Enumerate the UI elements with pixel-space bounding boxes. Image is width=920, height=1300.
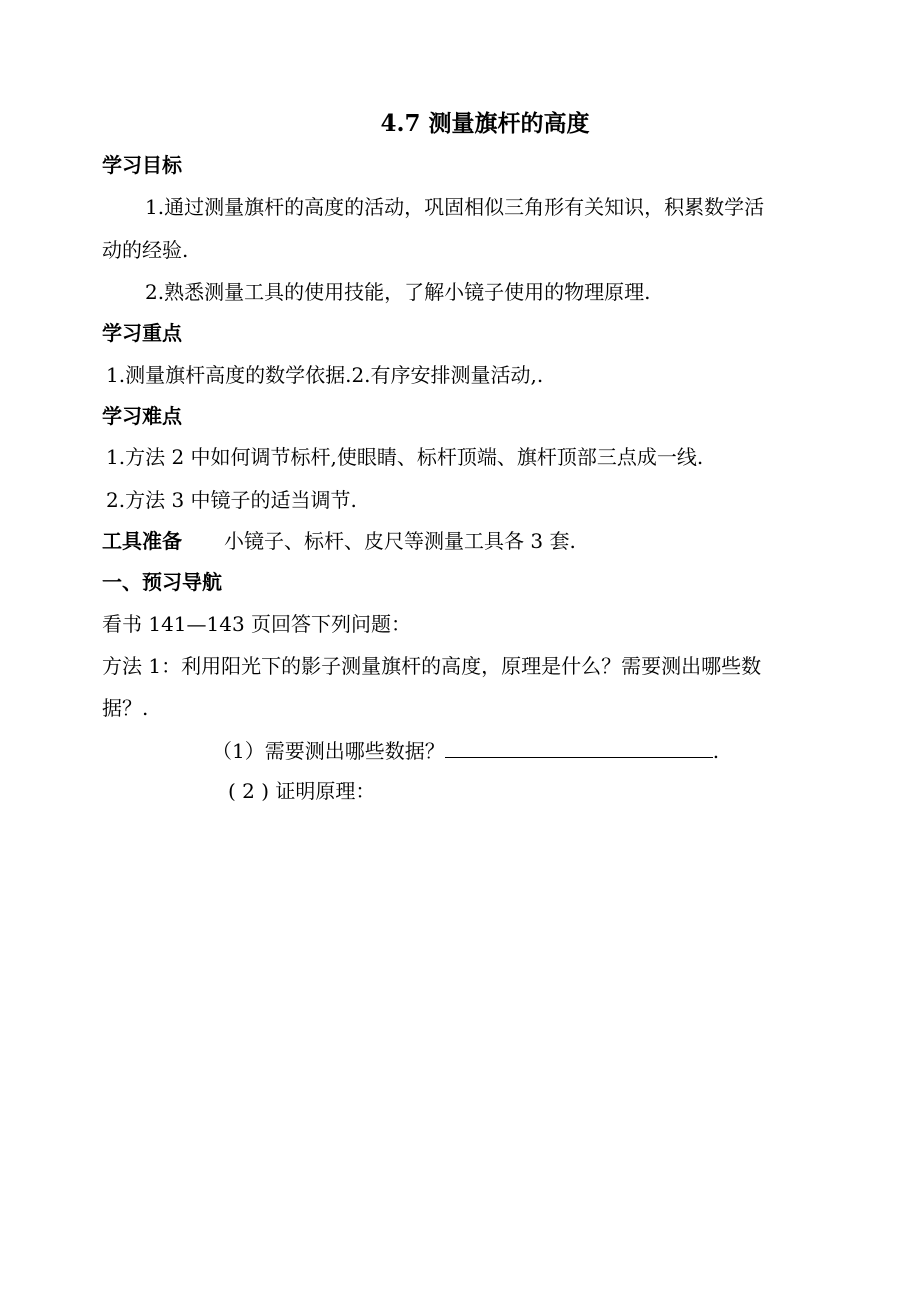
question-2: ( 2 ) 证明原理： bbox=[228, 779, 376, 803]
method-1-line-2: 据？. bbox=[102, 696, 149, 720]
focus-heading: 学习重点 bbox=[102, 321, 182, 345]
question-1-line bbox=[212, 737, 719, 764]
goals-heading: 学习目标 bbox=[102, 153, 182, 177]
tools-line bbox=[102, 528, 576, 554]
answer-blank[interactable] bbox=[445, 737, 713, 758]
goal-1-line-1: 1.通过测量旗杆的高度的活动，巩固相似三角形有关知识，积累数学活 bbox=[145, 195, 765, 219]
focus-text: 1.测量旗杆高度的数学依据.2.有序安排测量活动,. bbox=[106, 363, 544, 387]
tools-text: 小镜子、标杆、皮尺等测量工具各 3 套. bbox=[224, 529, 576, 553]
question-1-suffix: . bbox=[712, 739, 720, 763]
difficulty-2: 2.方法 3 中镜子的适当调节. bbox=[106, 488, 357, 512]
method-1-line-1: 方法 1：利用阳光下的影子测量旗杆的高度，原理是什么？需要测出哪些数 bbox=[102, 654, 762, 678]
goal-2: 2.熟悉测量工具的使用技能，了解小镜子使用的物理原理. bbox=[145, 280, 651, 304]
page-title: 4.7 测量旗杆的高度 bbox=[380, 110, 590, 137]
tools-heading: 工具准备 bbox=[102, 529, 182, 553]
question-1-prefix: （1）需要测出哪些数据？ bbox=[212, 739, 445, 763]
preview-heading: 一、预习导航 bbox=[102, 570, 222, 594]
preview-intro: 看书 141—143 页回答下列问题： bbox=[102, 612, 412, 636]
goal-1-line-2: 动的经验. bbox=[102, 238, 189, 262]
difficulty-1: 1.方法 2 中如何调节标杆,使眼睛、标杆顶端、旗杆顶部三点成一线. bbox=[106, 445, 704, 469]
difficulty-heading: 学习难点 bbox=[102, 404, 182, 428]
